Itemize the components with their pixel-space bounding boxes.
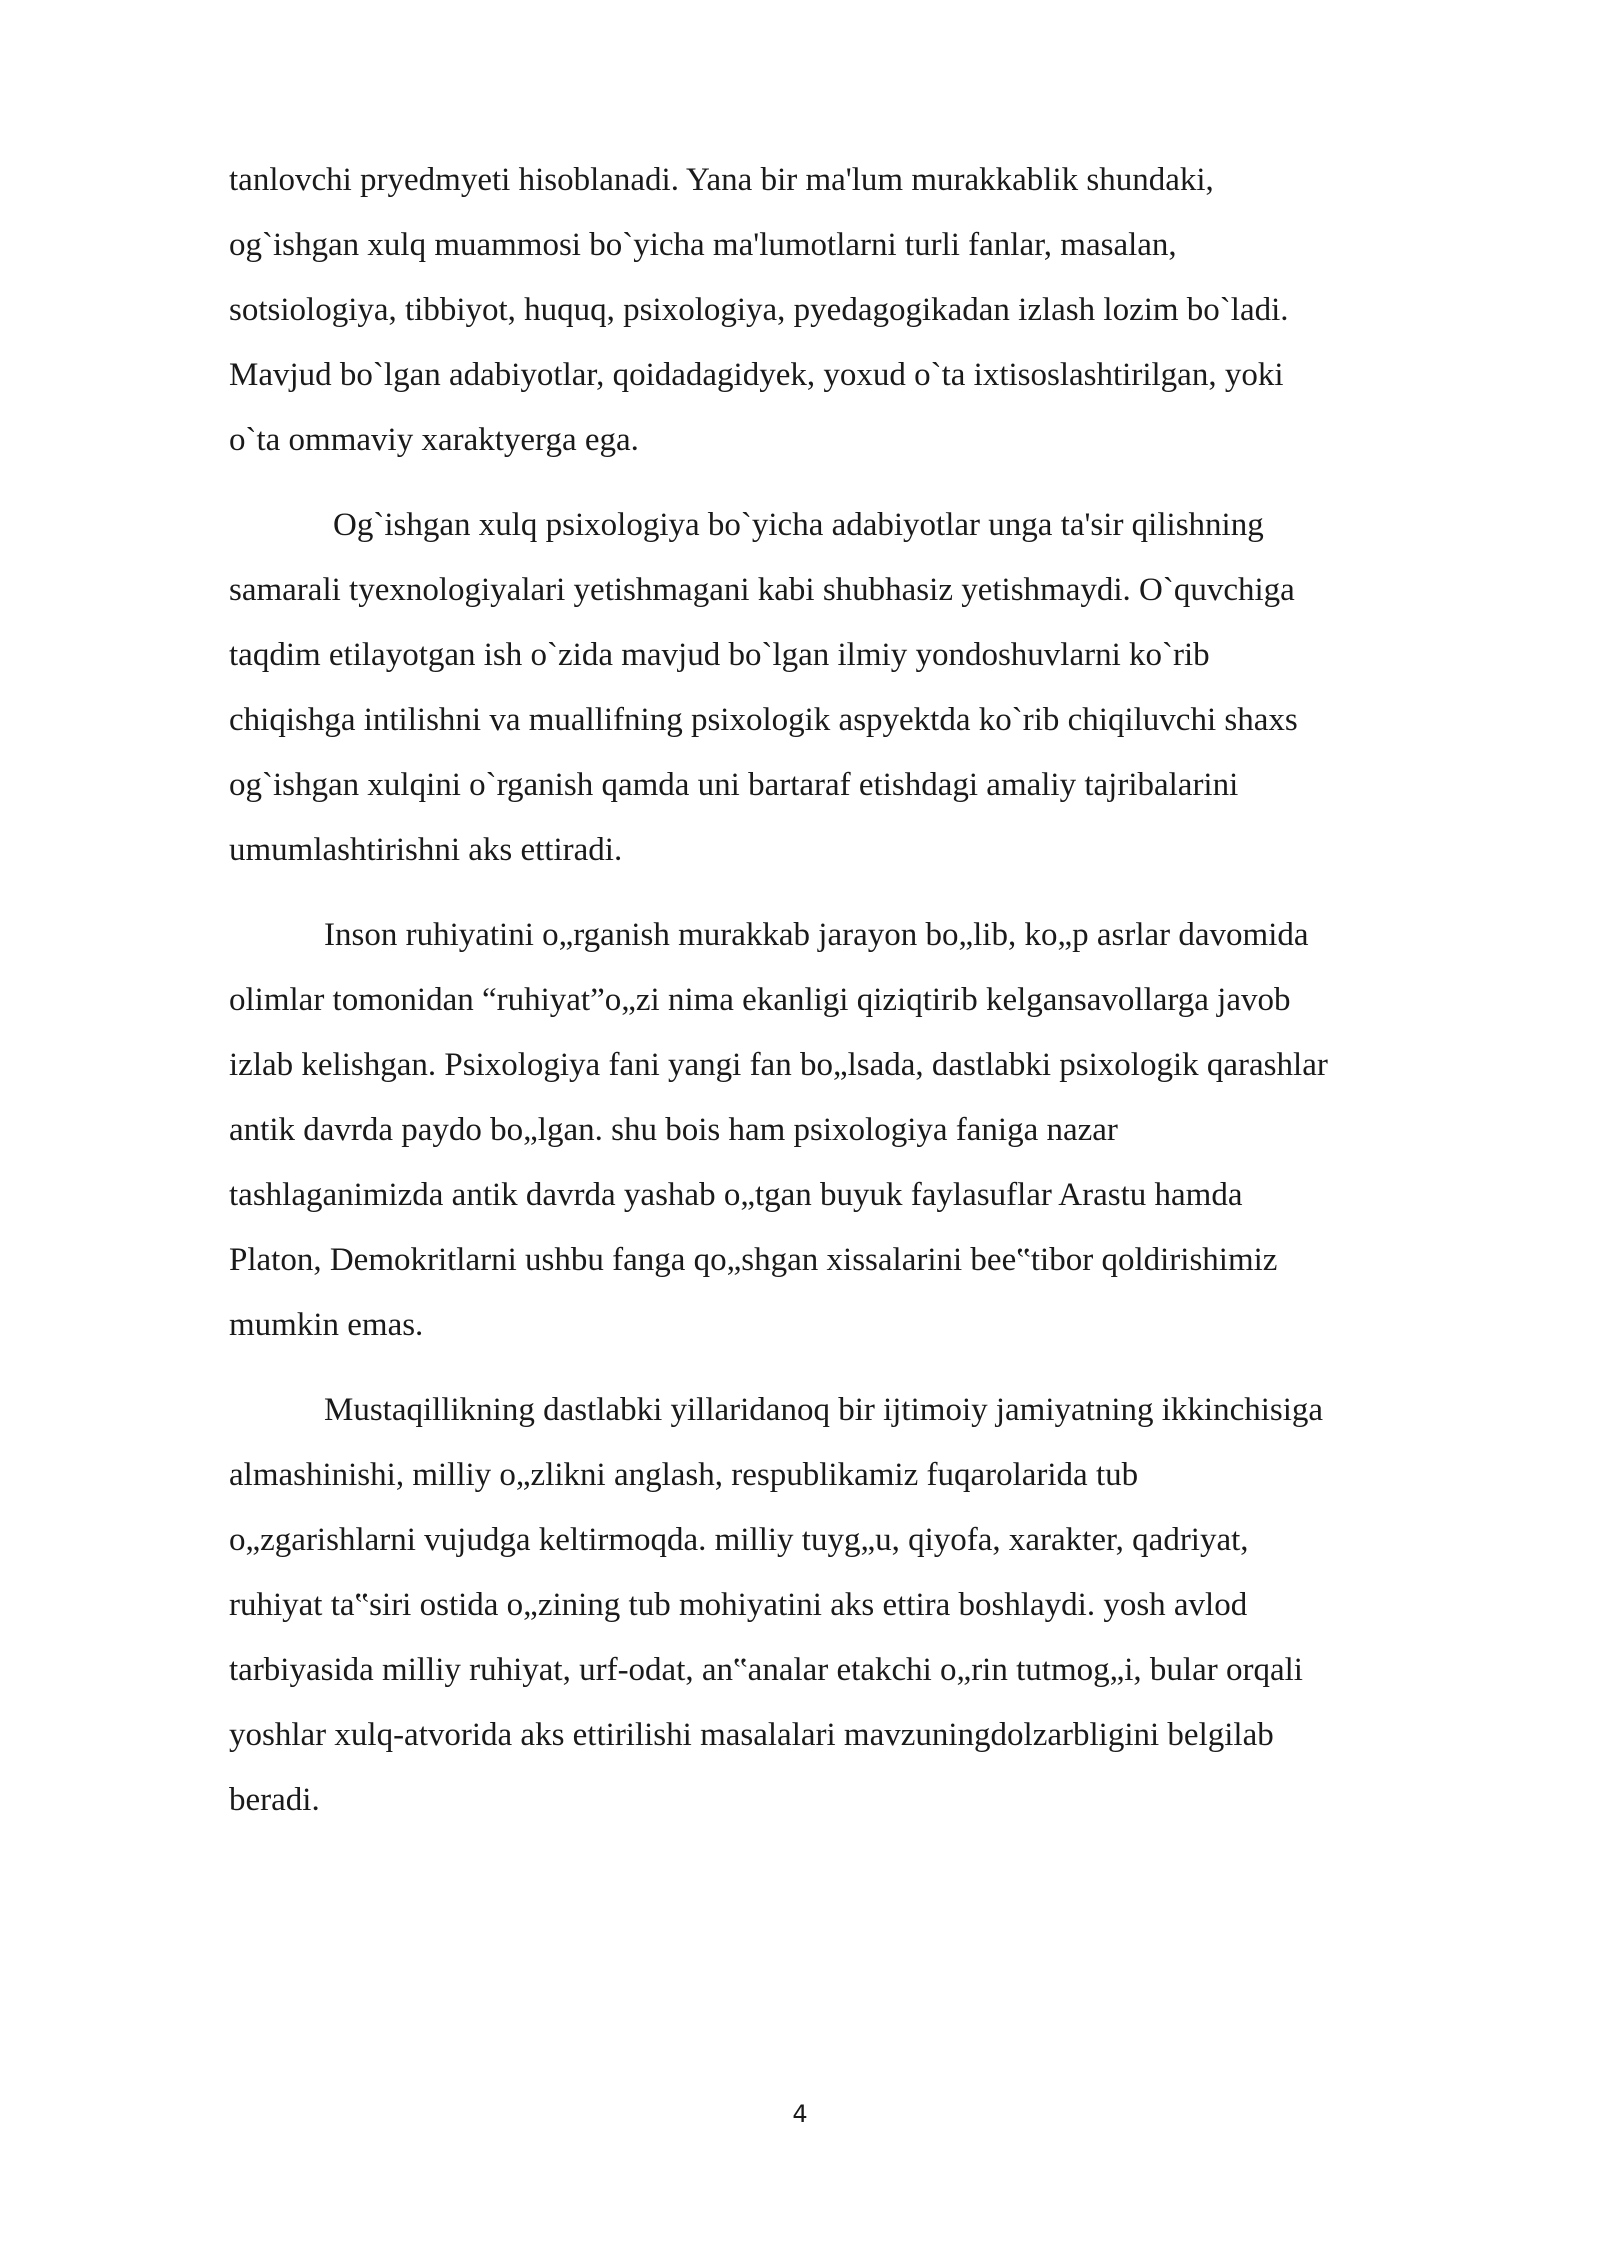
body-text	[229, 148, 1499, 1833]
text-line: chiqishga intilishni va muallifning psixologik aspyektda ko`rib chiqiluvchi shaxs	[229, 702, 1298, 738]
text-line: tashlaganimizda antik davrda yashab o„tgan buyuk faylasuflar Arastu hamda	[229, 1177, 1243, 1213]
text-line: samarali tyexnologiyalari yetishmagani kabi shubhasiz yetishmaydi. O`quvchiga	[229, 572, 1295, 608]
text-line: tanlovchi pryedmyeti hisoblanadi. Yana bir ma'lum murakkablik shundaki,	[229, 162, 1214, 198]
text-line: Mustaqillikning dastlabki yillaridanoq bir ijtimoiy jamiyatning ikkinchisiga	[324, 1392, 1324, 1428]
text-line: umumlashtirishni aks ettiradi.	[229, 832, 623, 868]
text-line: Mavjud bo`lgan adabiyotlar, qoidadagidyek, yoxud o`ta ixtisoslashtirilgan, yoki	[229, 357, 1284, 393]
paragraph	[229, 493, 1499, 883]
paragraph	[229, 1378, 1499, 1833]
page-number: 4	[792, 2100, 808, 2128]
text-line: antik davrda paydo bo„lgan. shu bois ham psixologiya faniga nazar	[229, 1112, 1118, 1148]
text-line: tarbiyasida milliy ruhiyat, urf-odat, an‟analar etakchi o„rin tutmog„i, bular orqali	[229, 1652, 1303, 1688]
text-line: beradi.	[229, 1782, 320, 1818]
text-line: Platon, Demokritlarni ushbu fanga qo„shgan xissalarini bee‟tibor qoldirishimiz	[229, 1242, 1278, 1278]
text-line: mumkin emas.	[229, 1307, 424, 1343]
paragraph	[229, 903, 1499, 1358]
text-line: ruhiyat ta‟siri ostida o„zining tub mohiyatini aks ettira boshlaydi. yosh avlod	[229, 1587, 1248, 1623]
text-line: yoshlar xulq-atvorida aks ettirilishi masalalari mavzuningdolzarbligini belgilab	[229, 1717, 1274, 1753]
text-line: og`ishgan xulq muammosi bo`yicha ma'lumotlarni turli fanlar, masalan,	[229, 227, 1177, 263]
text-line: almashinishi, milliy o„zlikni anglash, respublikamiz fuqarolarida tub	[229, 1457, 1139, 1493]
paragraph	[229, 148, 1499, 473]
text-line: Inson ruhiyatini o„rganish murakkab jarayon bo„lib, ko„p asrlar davomida	[324, 917, 1309, 953]
text-line: o„zgarishlarni vujudga keltirmoqda. milliy tuyg„u, qiyofa, xarakter, qadriyat,	[229, 1522, 1249, 1558]
text-line: og`ishgan xulqini o`rganish qamda uni bartaraf etishdagi amaliy tajribalarini	[229, 767, 1239, 803]
text-line: taqdim etilayotgan ish o`zida mavjud bo`lgan ilmiy yondoshuvlarni ko`rib	[229, 637, 1210, 673]
text-line: o`ta ommaviy xaraktyerga ega.	[229, 422, 639, 458]
text-line: olimlar tomonidan “ruhiyat”o„zi nima ekanligi qiziqtirib kelgansavollarga javob	[229, 982, 1291, 1018]
text-line: sotsiologiya, tibbiyot, huquq, psixologiya, pyedagogikadan izlash lozim bo`ladi.	[229, 292, 1289, 328]
text-line: izlab kelishgan. Psixologiya fani yangi fan bo„lsada, dastlabki psixologik qarashlar	[229, 1047, 1328, 1083]
text-line: Og`ishgan xulq psixologiya bo`yicha adabiyotlar unga ta'sir qilishning	[333, 507, 1264, 543]
